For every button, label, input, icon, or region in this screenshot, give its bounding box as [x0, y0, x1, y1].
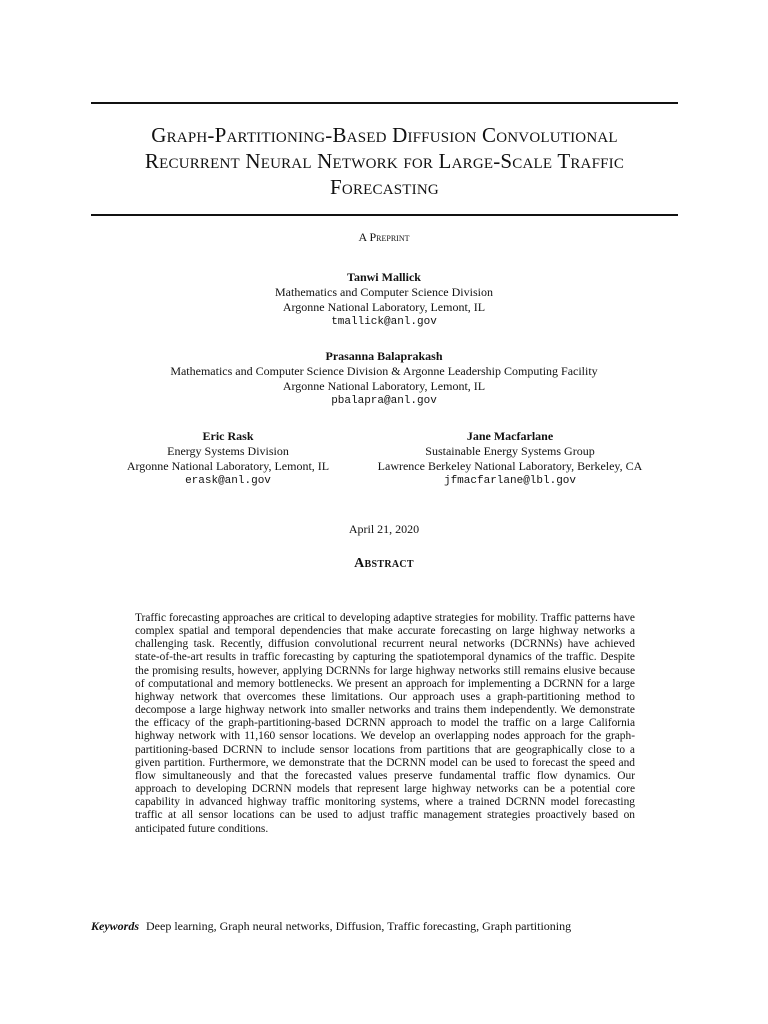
author-affiliation: Lawrence Berkeley National Laboratory, Berkeley, CA [377, 459, 643, 473]
title-top-rule [91, 102, 678, 104]
author-affiliation: Mathematics and Computer Science Division [275, 285, 493, 299]
author-name: Prasanna Balaprakash [325, 349, 443, 363]
author-block [0, 349, 768, 409]
abstract-heading: Abstract [354, 556, 414, 571]
title-line-1: Graph-Partitioning-Based Diffusion Convolutional [151, 123, 618, 147]
author-affiliation: Argonne National Laboratory, Lemont, IL [282, 379, 486, 393]
author-block [110, 429, 346, 489]
author-email: jfmacfarlane@lbl.gov [443, 475, 577, 487]
author-affiliation: Argonne National Laboratory, Lemont, IL [282, 300, 486, 314]
author-name: Eric Rask [202, 429, 254, 443]
keywords-line [91, 919, 691, 934]
author-block [0, 270, 768, 330]
keywords-list: Deep learning, Graph neural networks, Diffusion, Traffic forecasting, Graph partitioning [146, 919, 572, 933]
author-affiliation: Sustainable Energy Systems Group [425, 444, 595, 458]
author-affiliation: Energy Systems Division [167, 444, 289, 458]
author-email: erask@anl.gov [185, 475, 271, 487]
abstract-text: Traffic forecasting approaches are critical to developing adaptive strategies for mobility. Traffic patterns have complex spatial and temporal dependencies that make accurate forecasting on large highway networks a challenging task. Recently, diffusion convolutional recurrent neural networks (DCRNNs) have achieved state-of-the-art results in traffic forecasting by capturing the spatiotemporal dynamics of the traffic. Despite the promising results, however, applying DCRNNs for large highway networks still remains elusive because of computational and memory bottlenecks. We present an approach for implementing a DCRNN for a large highway network that overcomes these limitations. Our approach uses a graph-partitioning method to decompose a large highway network into smaller networks and trains them independently. We demonstrate the efficacy of the graph-partitioning-based DCRNN approach to model the traffic on a large California highway network with 11,160 sensor locations. We develop an overlapping nodes approach for the graph-partitioning-based DCRNN to include sensor locations from partitions that are geographically close to a given partition. Furthermore, we demonstrate that the DCRNN model can be used to forecast the speed and flow simultaneously and that the forecasted values preserve fundamental traffic flow dynamics. Our approach to developing DCRNN models that represent large highway networks can be a potential core capability in advanced highway traffic monitoring systems, where a trained DCRNN model forecasting traffic at all sensor locations can be used to adjust traffic management strategies proactively based on anticipated future conditions. [135, 612, 635, 835]
author-name: Tanwi Mallick [347, 270, 421, 284]
author-email: tmallick@anl.gov [331, 316, 437, 328]
paper-title [91, 122, 678, 200]
author-email: pbalapra@anl.gov [331, 395, 437, 407]
title-bottom-rule [91, 214, 678, 216]
keywords-label: Keywords [91, 919, 139, 933]
author-name: Jane Macfarlane [466, 429, 554, 443]
author-block [362, 429, 658, 489]
author-affiliation: Mathematics and Computer Science Division & Argonne Leadership Computing Facility [170, 364, 598, 378]
title-line-3: Forecasting [330, 175, 439, 199]
paper-date: April 21, 2020 [348, 522, 420, 536]
title-line-2: Recurrent Neural Network for Large-Scale Traffic [144, 149, 625, 173]
author-affiliation: Argonne National Laboratory, Lemont, IL [126, 459, 330, 473]
preprint-label: A Preprint [358, 230, 410, 244]
